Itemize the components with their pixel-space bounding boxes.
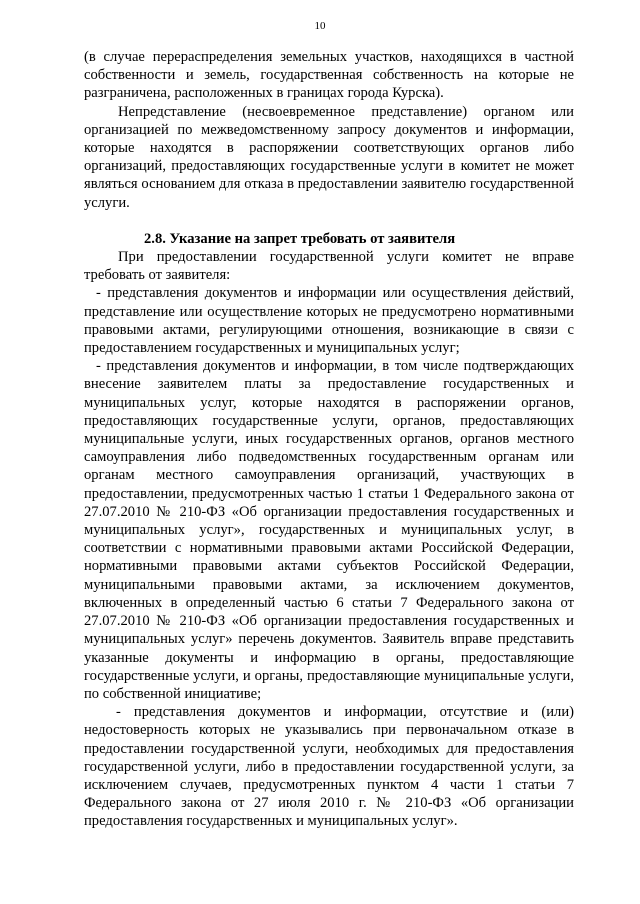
document-body	[84, 48, 574, 831]
paragraph-continuation: (в случае перераспределения земельных участков, находящихся в частной собственности и земель, государственная собственность на которые не разграничена, расположенных в границах города Курска).	[84, 49, 574, 102]
list-item: - представления документов и информации, отсутствие и (или) недостоверность которых не указывались при первоначальном отказе в предоставлении государственной услуги, необходимых для предоставления государственной услуги, либо в предоставлении государственной услуги, за исключением случаев, предусмотренных пунктом 4 части 1 статьи 7 Федерального закона от 27 июля 2010 г. № 210-ФЗ «Об организации предоставления государственных и муниципальных услуг».	[84, 704, 574, 830]
paragraph-nonsubmission: Непредставление (несвоевременное представление) органом или организацией по межведомственному запросу документов и информации, которые находятся в распоряжении соответствующих органов либо организаций, предоставляющих государственные услуги в комитет не может являться основанием для отказа в предоставлении заявителю государственной услуги.	[84, 103, 574, 211]
page-number: 10	[314, 20, 326, 32]
list-item: - представления документов и информации или осуществления действий, представление или осуществление которых не предусмотрено нормативными правовыми актами, регулирующими отношения, возникающие в связи с предоставлением государственных и муниципальных услуг;	[84, 285, 574, 357]
section-spacer	[84, 212, 574, 230]
section-intro: При предоставлении государственной услуги комитет не вправе требовать от заявителя:	[84, 249, 574, 284]
section-heading: 2.8. Указание на запрет требовать от заявителя	[144, 230, 456, 247]
list-item: - представления документов и информации, в том числе подтверждающих внесение заявителем платы за предоставление государственных и муниципальных услуг, которые находятся в распоряжении органов, предоставляющих государственные услуги, органов, предоставляющих муниципальные услуги, иных государственных органов, органов местного самоуправления либо подведомственных государственным органам или органам местного самоуправления организаций, участвующих в предоставлении, предусмотренных частью 1 статьи 1 Федерального закона от 27.07.2010 № 210-ФЗ «Об организации предоставления государственных и муниципальных услуг», государственных и муниципальных услуг, в соответствии с нормативными правовыми актами Российской Федерации, нормативными правовыми актами субъектов Российской Федерации, муниципальными правовыми актами, за исключением документов, включенных в определенный частью 6 статьи 7 Федерального закона от 27.07.2010 № 210-ФЗ «Об организации предоставления государственных и муниципальных услуг» перечень документов. Заявитель вправе представить указанные документы и информацию в органы, предоставляющие государственные услуги, и органы, предоставляющие муниципальные услуги, по собственной инициативе;	[84, 358, 574, 702]
